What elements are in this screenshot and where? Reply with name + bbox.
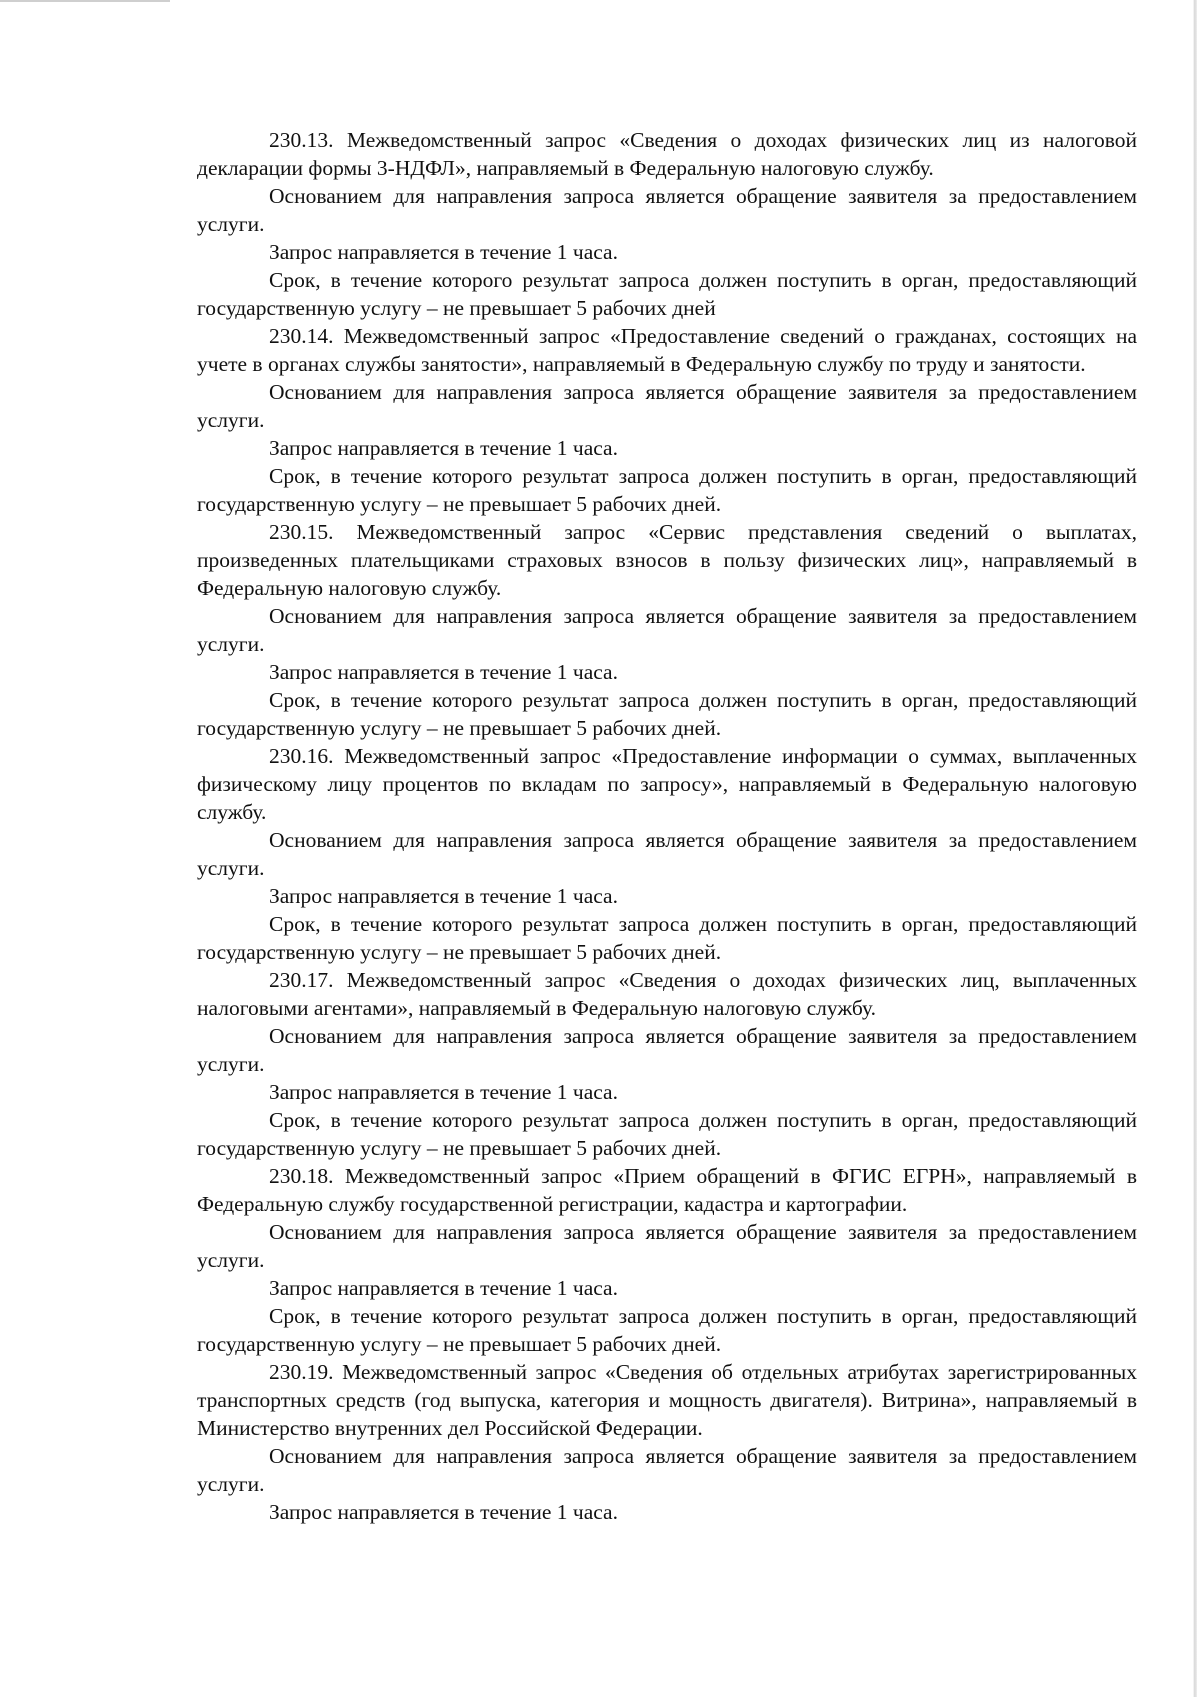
request-time-paragraph: Запрос направляется в течение 1 часа. <box>269 660 618 684</box>
document-body <box>197 126 1137 1526</box>
section-230-18: 230.18. Межведомственный запрос «Прием обращений в ФГИС ЕГРН», направляемый в Федеральную службу государственной регистрации, кадастра и картографии. <box>197 1164 1137 1216</box>
request-time-paragraph: Запрос направляется в течение 1 часа. <box>269 884 618 908</box>
basis-paragraph: Основанием для направления запроса является обращение заявителя за предоставлением услуги. <box>197 1220 1137 1272</box>
request-time-paragraph: Запрос направляется в течение 1 часа. <box>269 1500 618 1524</box>
basis-paragraph: Основанием для направления запроса является обращение заявителя за предоставлением услуги. <box>197 1444 1137 1496</box>
request-time-paragraph: Запрос направляется в течение 1 часа. <box>269 240 618 264</box>
scan-edge-top <box>0 0 170 2</box>
request-time-paragraph: Запрос направляется в течение 1 часа. <box>269 1276 618 1300</box>
deadline-paragraph: Срок, в течение которого результат запроса должен поступить в орган, предоставляющий государственную услугу – не превышает 5 рабочих дней <box>197 268 1137 320</box>
basis-paragraph: Основанием для направления запроса является обращение заявителя за предоставлением услуги. <box>197 828 1137 880</box>
basis-paragraph: Основанием для направления запроса является обращение заявителя за предоставлением услуги. <box>197 604 1137 656</box>
section-230-15: 230.15. Межведомственный запрос «Сервис представления сведений о выплатах, произведенных плательщиками страховых взносов в пользу физических лиц», направляемый в Федеральную налоговую службу. <box>197 520 1137 600</box>
basis-paragraph: Основанием для направления запроса является обращение заявителя за предоставлением услуги. <box>197 380 1137 432</box>
section-230-13: 230.13. Межведомственный запрос «Сведения о доходах физических лиц из налоговой декларации формы 3-НДФЛ», направляемый в Федеральную налоговую службу. <box>197 128 1137 180</box>
request-time-paragraph: Запрос направляется в течение 1 часа. <box>269 436 618 460</box>
deadline-paragraph: Срок, в течение которого результат запроса должен поступить в орган, предоставляющий государственную услугу – не превышает 5 рабочих дней. <box>197 688 1137 740</box>
section-230-14: 230.14. Межведомственный запрос «Предоставление сведений о гражданах, состоящих на учете в органах службы занятости», направляемый в Федеральную службу по труду и занятости. <box>197 324 1137 376</box>
deadline-paragraph: Срок, в течение которого результат запроса должен поступить в орган, предоставляющий государственную услугу – не превышает 5 рабочих дней. <box>197 464 1137 516</box>
deadline-paragraph: Срок, в течение которого результат запроса должен поступить в орган, предоставляющий государственную услугу – не превышает 5 рабочих дней. <box>197 1304 1137 1356</box>
section-230-17: 230.17. Межведомственный запрос «Сведения о доходах физических лиц, выплаченных налоговыми агентами», направляемый в Федеральную налоговую службу. <box>197 968 1137 1020</box>
section-230-16: 230.16. Межведомственный запрос «Предоставление информации о суммах, выплаченных физическому лицу процентов по вкладам по запросу», направляемый в Федеральную налоговую службу. <box>197 744 1137 824</box>
request-time-paragraph: Запрос направляется в течение 1 часа. <box>269 1080 618 1104</box>
basis-paragraph: Основанием для направления запроса является обращение заявителя за предоставлением услуги. <box>197 1024 1137 1076</box>
deadline-paragraph: Срок, в течение которого результат запроса должен поступить в орган, предоставляющий государственную услугу – не превышает 5 рабочих дней. <box>197 1108 1137 1160</box>
deadline-paragraph: Срок, в течение которого результат запроса должен поступить в орган, предоставляющий государственную услугу – не превышает 5 рабочих дней. <box>197 912 1137 964</box>
basis-paragraph: Основанием для направления запроса является обращение заявителя за предоставлением услуги. <box>197 184 1137 236</box>
scan-edge-right <box>1193 0 1197 1697</box>
section-230-19: 230.19. Межведомственный запрос «Сведения об отдельных атрибутах зарегистрированных транспортных средств (год выпуска, категория и мощность двигателя). Витрина», направляемый в Министерство внутренних дел Российской Федерации. <box>197 1360 1137 1440</box>
